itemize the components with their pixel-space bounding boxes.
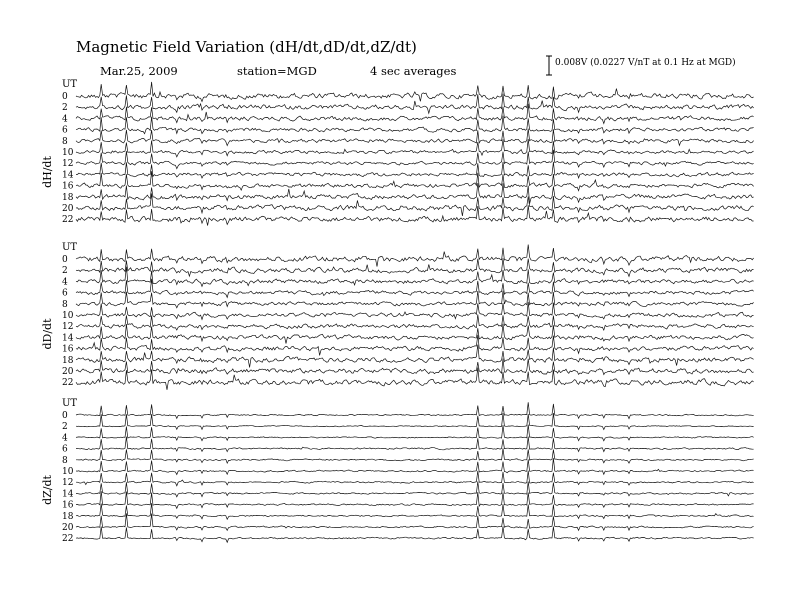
date-label: Mar.25, 2009 — [100, 64, 178, 78]
row-label: 12 — [62, 159, 74, 170]
station-label: station=MGD — [237, 64, 317, 78]
row-label: 20 — [62, 204, 74, 214]
trace-line — [76, 448, 754, 463]
row-label: 6 — [62, 125, 68, 136]
row-label: 14 — [62, 333, 74, 344]
ut-header: UT — [62, 79, 78, 90]
trace-line — [76, 104, 754, 124]
row-label: 12 — [62, 478, 74, 489]
trace-line — [76, 245, 754, 267]
row-label: 10 — [62, 148, 74, 158]
row-label: 8 — [62, 455, 68, 466]
chart-title: Magnetic Field Variation (dH/dt,dD/dt,dZ/dt) — [76, 38, 417, 56]
ut-header: UT — [62, 398, 78, 409]
trace-line — [76, 345, 754, 368]
row-label: 10 — [62, 467, 74, 477]
row-label: 4 — [62, 114, 68, 125]
row-label: 8 — [62, 136, 68, 147]
row-label: 12 — [62, 322, 74, 333]
row-label: 16 — [62, 500, 74, 511]
row-label: 2 — [62, 422, 68, 433]
row-label: 0 — [62, 92, 68, 102]
row-label: 10 — [62, 311, 74, 321]
panel-dD-dt — [41, 242, 754, 390]
panel-ylabel: dZ/dt — [41, 475, 54, 505]
row-label: 22 — [62, 378, 74, 389]
row-label: 14 — [62, 489, 74, 500]
ut-header: UT — [62, 242, 78, 253]
panel-dZ-dt — [41, 398, 754, 544]
row-label: 22 — [62, 534, 74, 545]
row-label: 18 — [62, 355, 74, 366]
row-label: 16 — [62, 344, 74, 355]
row-label: 2 — [62, 103, 68, 114]
trace-line — [76, 402, 754, 418]
row-label: 18 — [62, 511, 74, 522]
panel-ylabel: dH/dt — [41, 156, 54, 188]
trace-line — [76, 139, 754, 157]
panel-ylabel: dD/dt — [41, 318, 54, 350]
row-label: 6 — [62, 444, 68, 455]
trace-line — [76, 491, 754, 508]
row-label: 2 — [62, 266, 68, 277]
row-label: 0 — [62, 411, 68, 421]
trace-line — [76, 82, 754, 102]
row-label: 8 — [62, 299, 68, 310]
row-label: 6 — [62, 288, 68, 299]
trace-line — [76, 267, 754, 287]
row-label: 0 — [62, 255, 68, 265]
row-label: 4 — [62, 277, 68, 288]
averaging-label: 4 sec averages — [370, 64, 457, 78]
scale-bar-label: 0.008V (0.0227 V/nT at 0.1 Hz at MGD) — [555, 58, 736, 68]
row-label: 18 — [62, 192, 74, 203]
row-label: 20 — [62, 367, 74, 377]
row-label: 14 — [62, 170, 74, 181]
row-label: 16 — [62, 181, 74, 192]
row-label: 20 — [62, 523, 74, 533]
row-label: 22 — [62, 215, 74, 226]
row-label: 4 — [62, 433, 68, 444]
trace-line — [76, 171, 754, 191]
panel-dH-dt — [41, 79, 754, 226]
